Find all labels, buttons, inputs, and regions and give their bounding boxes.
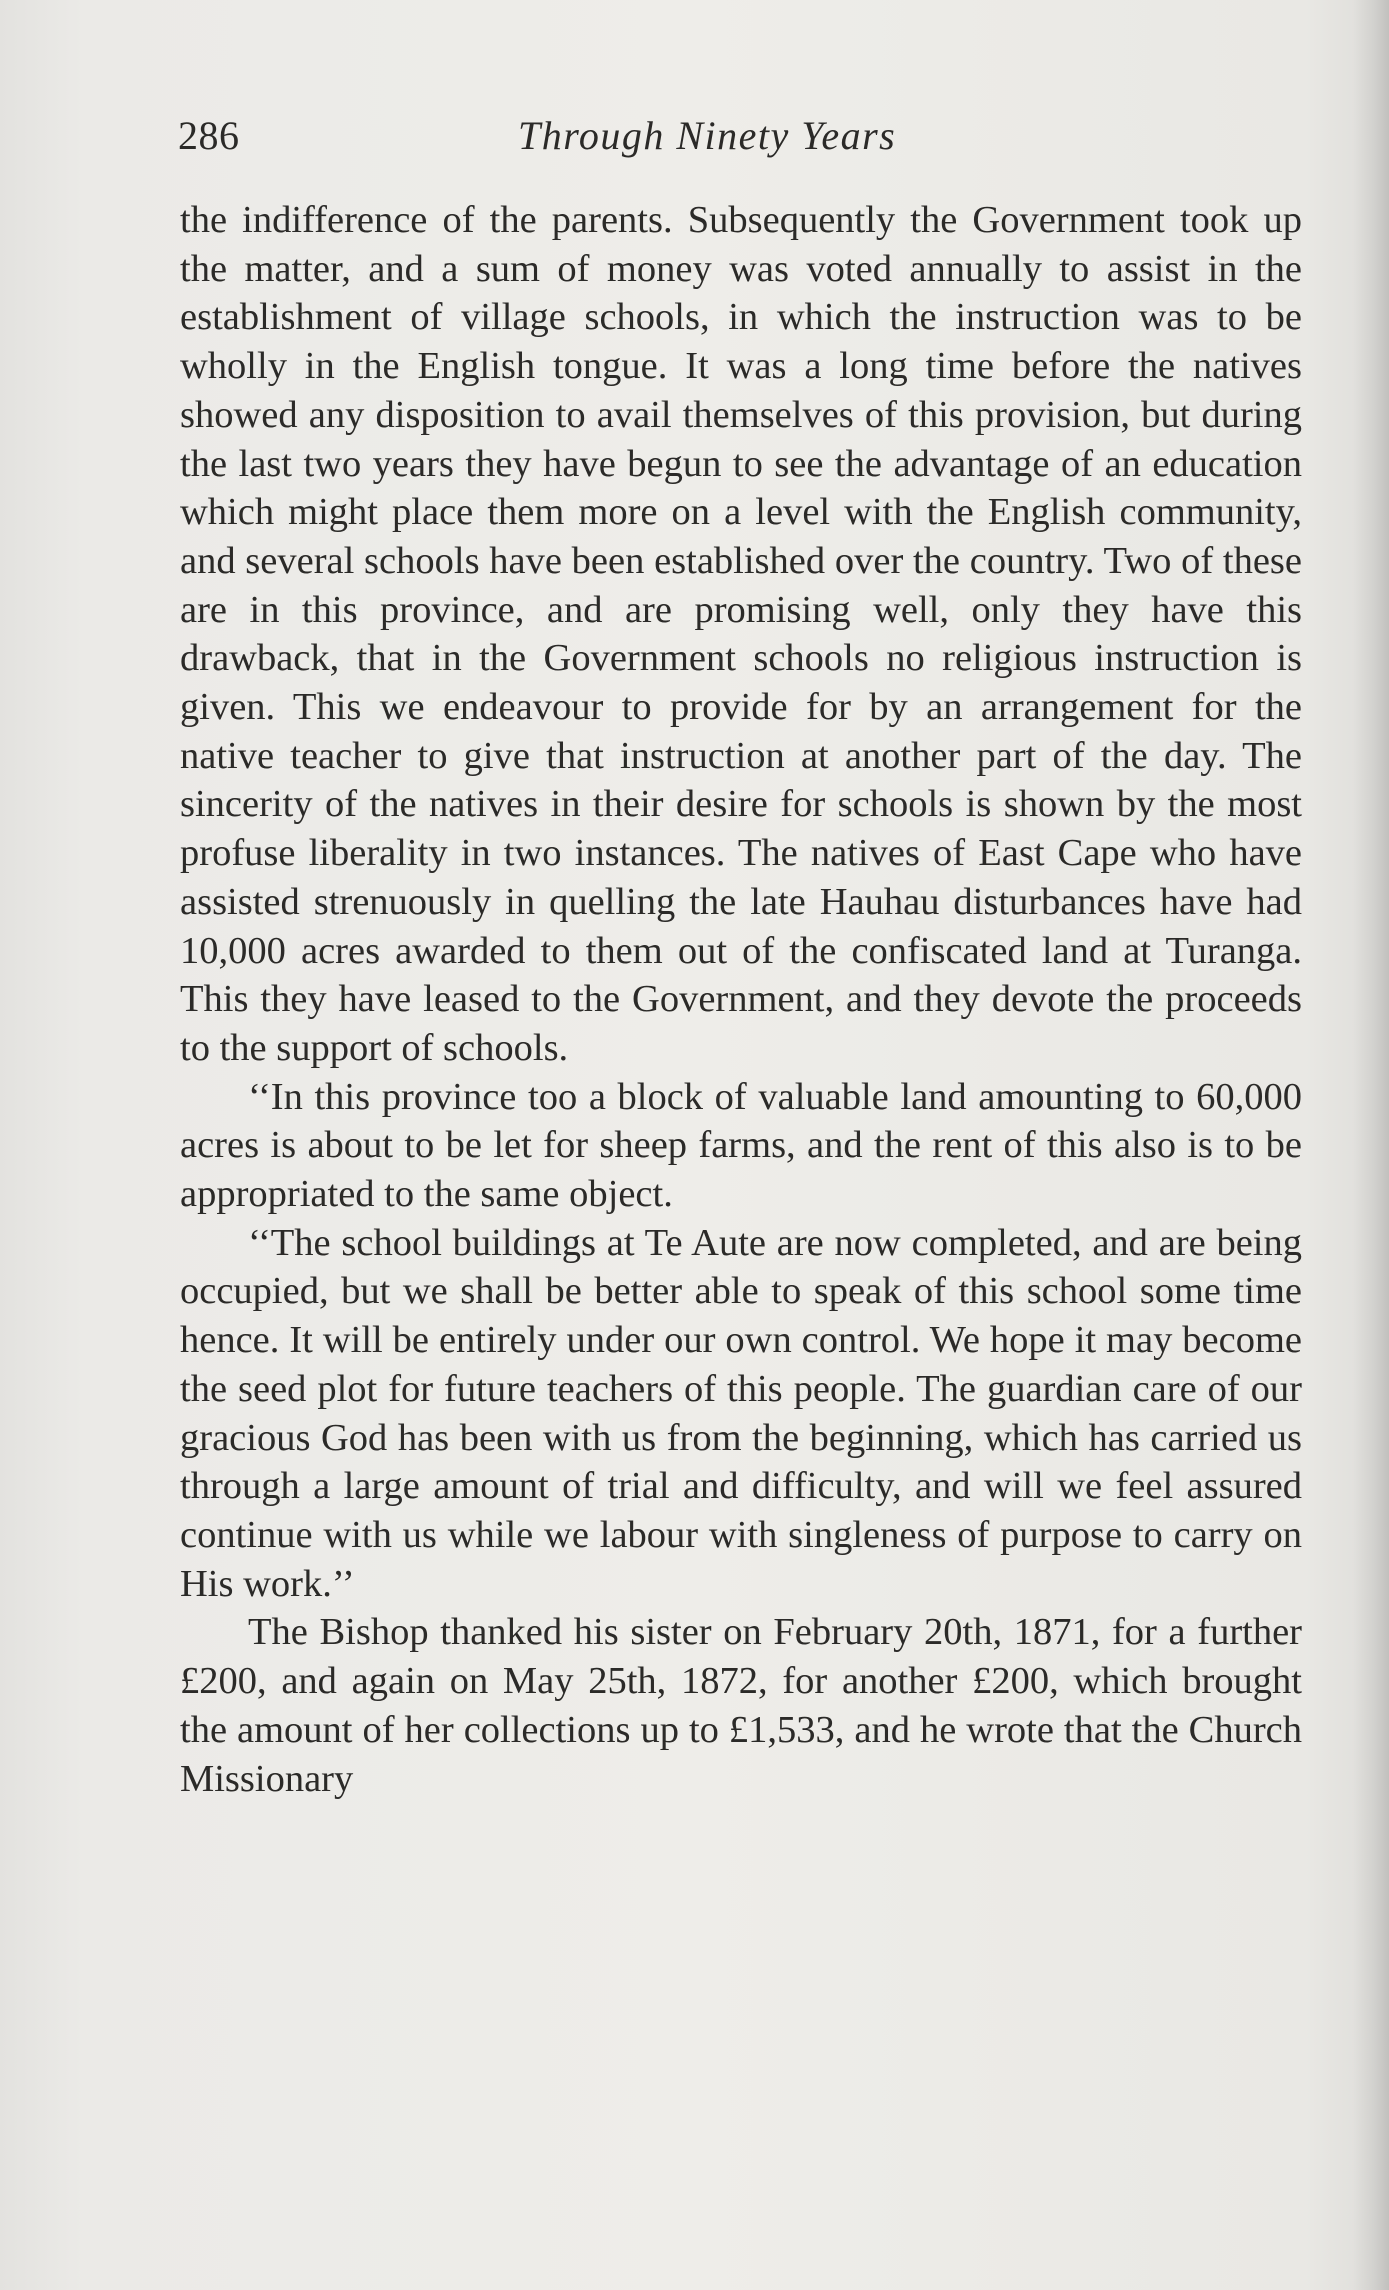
paragraph-continued: the indifference of the parents. Subsequently the Government took up the matter, and a sum of money was voted annually to assist in the establishment of village schools, in which the instruction was to be wholly in the English tongue. It was a long time before the natives showed any disposition to avail themselves of this provision, but during the last two years they have begun to see the advantage of an education which might place them more on a level with the English community, and several schools have been established over the country. Two of these are in this province, and are promising well, only they have this drawback, that in the Government schools no religious instruction is given. This we endeavour to provide for by an arrangement for the native teacher to give that instruction at another part of the day. The sincerity of the natives in their desire for schools is shown by the most profuse liberality in two instances. The natives of East Cape who have assisted strenuously in quelling the late Hauhau disturbances have had 10,000 acres awarded to them out of the confiscated land at Turanga. This they have leased to the Government, and they devote the proceeds to the support of schools. — [180, 199, 1302, 1069]
paragraph-bishop-thanks: The Bishop thanked his sister on February 20th, 1871, for a further £200, and again on May 25th, 1872, for another £200, which brought the amount of her collections up to £1,533, and he wrote that the Church Missionary — [180, 1611, 1302, 1800]
paragraph-province-land: ‘‘In this province too a block of valuable land amounting to 60,000 acres is about to be let for sheep farms, and the rent of this also is to be appropriated to the same object. — [180, 1075, 1302, 1216]
page-header — [178, 112, 1306, 172]
page-number: 286 — [178, 113, 240, 158]
paragraph-te-aute-school: ‘‘The school buildings at Te Aute are now completed, and are being occupied, but we shall be better able to speak of this school some time hence. It will be entirely under our own control. We hope it may become the seed plot for future teachers of this people. The guardian care of our gracious God has been with us from the beginning, which has carried us through a large amount of trial and difficulty, and will we feel assured continue with us while we labour with singleness of purpose to carry on His work.’’ — [180, 1221, 1302, 1605]
running-title: Through Ninety Years — [518, 113, 897, 158]
spine-shadow — [1353, 0, 1389, 2290]
body-text — [180, 196, 1302, 1803]
